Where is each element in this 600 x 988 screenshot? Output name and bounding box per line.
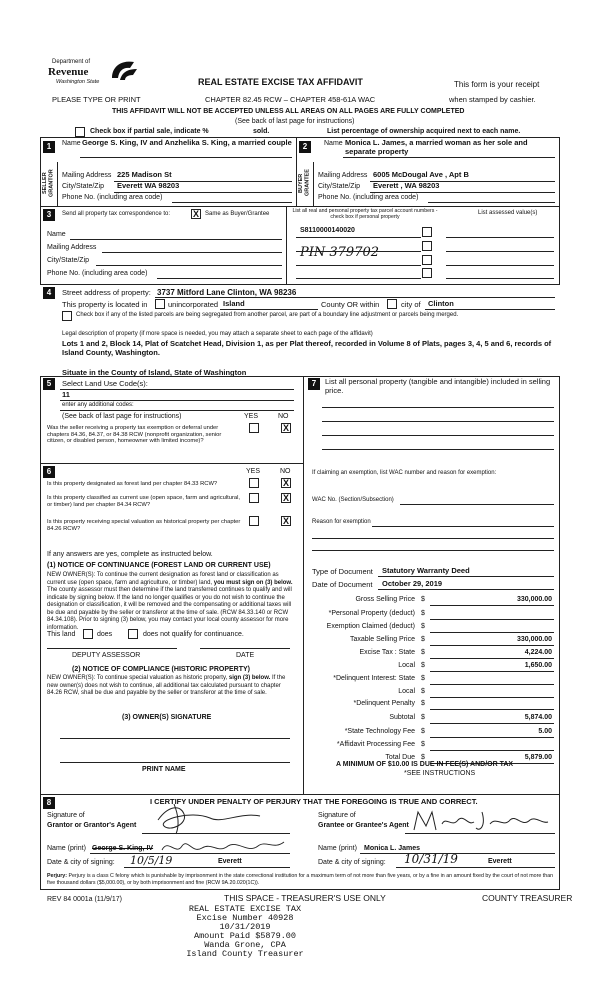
does-label: does bbox=[97, 631, 113, 638]
buyer-name-value[interactable]: Monica L. James, a married woman as her sole and separate property bbox=[345, 138, 528, 156]
grantor-name-label: Name (print) bbox=[47, 845, 86, 852]
treasurer-use-label: THIS SPACE - TREASURER'S USE ONLY bbox=[224, 893, 386, 903]
fee-currency: $ bbox=[421, 754, 425, 761]
fee-currency: $ bbox=[421, 662, 425, 669]
unincorporated-label: unincorporated bbox=[168, 300, 219, 309]
fee-currency: $ bbox=[421, 636, 425, 643]
does-not-checkbox[interactable] bbox=[128, 629, 138, 639]
s5-no-label: NO bbox=[278, 413, 289, 420]
legal-description[interactable]: Lots 1 and 2, Block 14, Plat of Scatchet Head, Division 1, as per Plat thereof, recorded in Volume 8 of Plats, pages 3, 4, 5 and 6, records of Island County, Washington. bbox=[62, 339, 552, 357]
fee-value[interactable]: 5.00 bbox=[538, 728, 552, 735]
does-checkbox[interactable] bbox=[83, 629, 93, 639]
deputy-assessor-label: DEPUTY ASSESSOR bbox=[72, 652, 141, 659]
grantee-date[interactable]: 10/31/19 bbox=[404, 852, 458, 866]
fee-currency: $ bbox=[421, 688, 425, 695]
print-name-label: PRINT NAME bbox=[142, 766, 186, 773]
county-or-within-label: County OR within bbox=[321, 300, 380, 309]
this-land-label: This land bbox=[47, 631, 76, 638]
notice1-body bbox=[47, 572, 297, 632]
buyer-city-label: City/State/Zip bbox=[318, 183, 361, 190]
sold-label: sold. bbox=[253, 128, 270, 135]
see-instructions-note: *SEE INSTRUCTIONS bbox=[404, 770, 476, 777]
s3-city-label: City/State/Zip bbox=[47, 257, 90, 264]
see-back-line: (See back of last page for instructions) bbox=[235, 118, 355, 125]
doc-date-value[interactable]: October 29, 2019 bbox=[382, 579, 443, 588]
s6-q1-yes-checkbox[interactable] bbox=[249, 478, 259, 488]
land-use-label: Select Land Use Code(s): bbox=[62, 379, 148, 388]
perjury-label: Perjury: bbox=[47, 873, 68, 879]
grantee-date-label: Date & city of signing: bbox=[318, 859, 386, 866]
buyer-side-label: BUYER GRANTEE bbox=[298, 169, 311, 197]
notice2-body-b: If the new owner(s) does not wish to continue, all additional tax calculated pursuant to chapter 84.26 RCW, shall be due and payable by the seller or transferor at the time of sale. bbox=[47, 675, 286, 696]
fee-value[interactable]: 4,224.00 bbox=[524, 649, 552, 656]
grantee-name[interactable]: Monica L. James bbox=[364, 845, 421, 852]
s5-see-back: (See back of last page for instructions) bbox=[62, 413, 182, 420]
situate-line: Situate in the County of Island, State of Washington bbox=[62, 368, 247, 377]
grantee-city[interactable]: Everett bbox=[488, 858, 512, 865]
fee-label: Local bbox=[398, 662, 415, 669]
fee-value[interactable]: 5,879.00 bbox=[524, 754, 552, 761]
county-value[interactable]: Island bbox=[223, 299, 245, 308]
street-label: Street address of property: bbox=[62, 288, 151, 297]
stamp-line-3: 10/31/2019 bbox=[219, 921, 271, 932]
s5-no-checkbox[interactable]: X bbox=[282, 423, 289, 433]
fee-label: *Affidavit Processing Fee bbox=[336, 741, 415, 748]
perjury-notice bbox=[47, 873, 559, 887]
fee-value[interactable]: 1,650.00 bbox=[524, 662, 552, 669]
send-correspondence-label: Send all property tax correspondence to: bbox=[62, 211, 171, 217]
fee-value[interactable]: 330,000.00 bbox=[516, 636, 552, 643]
buyer-name-label: Name bbox=[324, 140, 343, 147]
fee-label: *Delinquent Penalty bbox=[353, 700, 415, 707]
s6-q3-no-checkbox[interactable]: X bbox=[282, 516, 289, 526]
seller-phone-label: Phone No. (including area code) bbox=[62, 194, 163, 201]
notice1-bold: you must sign on (3) below. bbox=[213, 579, 293, 586]
grantor-date[interactable]: 10/5/19 bbox=[130, 854, 173, 867]
fee-value[interactable]: 330,000.00 bbox=[516, 596, 552, 603]
personal-property-checkbox-3[interactable] bbox=[422, 255, 432, 265]
section-5-number: 5 bbox=[43, 378, 55, 390]
fee-currency: $ bbox=[421, 714, 425, 721]
s6-q2: Is this property classified as current use (open space, farm and agricultural, or timber) land per chapter 84.34 RCW? bbox=[47, 495, 240, 508]
doc-type-value[interactable]: Statutory Warranty Deed bbox=[382, 566, 470, 575]
section-4-number: 4 bbox=[43, 287, 55, 299]
fee-currency: $ bbox=[421, 700, 425, 707]
certify-statement: I CERTIFY UNDER PENALTY OF PERJURY THAT THE FOREGOING IS TRUE AND CORRECT. bbox=[150, 797, 478, 806]
exemption-wac-label: If claiming an exemption, list WAC number and reason for exemption: bbox=[312, 470, 497, 476]
street-value[interactable]: 3737 Mitford Lane Clinton, WA 98236 bbox=[157, 288, 297, 297]
treasurer-stamp bbox=[160, 905, 330, 959]
partial-sale-label: Check box if partial sale, indicate % bbox=[90, 128, 209, 135]
fee-currency: $ bbox=[421, 596, 425, 603]
city-of-label: city of bbox=[401, 300, 421, 309]
notice2-title: (2) NOTICE OF COMPLIANCE (HISTORIC PROPERTY) bbox=[72, 666, 250, 673]
s3-address-label: Mailing Address bbox=[47, 244, 97, 251]
dept-line1: Department of bbox=[52, 59, 91, 65]
fee-label: Local bbox=[398, 688, 415, 695]
fee-label: Exemption Claimed (deduct) bbox=[326, 623, 415, 630]
perjury-text: Perjury is a class C felony which is punishable by imprisonment in the state correctional institution for a maximum term of not more than five years, or by a fine in an amount fixed by the court of not more than five thousand dollars ($5,000.00), or by both imprisonment and fine (RCW 9A.20.020(1C)). bbox=[47, 873, 554, 886]
same-as-buyer-label: Same as Buyer/Grantee bbox=[205, 211, 270, 217]
grantee-agent-label: Grantee or Grantee's Agent bbox=[318, 822, 409, 829]
notice2-bold: sign (3) below. bbox=[228, 675, 271, 681]
fee-currency: $ bbox=[421, 675, 425, 682]
stamp-line-1: REAL ESTATE EXCISE TAX bbox=[188, 904, 302, 914]
chapter-line: CHAPTER 82.45 RCW – CHAPTER 458-61A WAC bbox=[205, 95, 376, 104]
fee-label: Gross Selling Price bbox=[355, 596, 415, 603]
s6-q1: Is this property designated as forest land per chapter 84.33 RCW? bbox=[47, 481, 218, 487]
fee-label: Total Due bbox=[385, 754, 415, 761]
parcel-header: List all real and personal property tax parcel account numbers - check box if personal property bbox=[292, 208, 438, 220]
personal-property-checkbox-1[interactable] bbox=[422, 227, 432, 237]
stamp-line-4: Amount Paid $5879.00 bbox=[193, 930, 297, 941]
warning-line: THIS AFFIDAVIT WILL NOT BE ACCEPTED UNLESS ALL AREAS ON ALL PAGES ARE FULLY COMPLETED bbox=[112, 108, 465, 115]
seller-name-label: Name bbox=[62, 140, 81, 147]
exemption-reason-label: Reason for exemption bbox=[312, 519, 371, 525]
notice1-body-b: The county assessor must then determine if the land transferred continues to qualify and will indicate by signing below. If the land no longer qualifies or you do not wish to continue the designation or classification, it will be removed and the compensating or additional taxes will be due and payable by the seller or transferor at the time of sale. (RCW 84.33.140 or RCW 84.34.108). Prior to signing (3) below, you may contact your local county assessor for more information. bbox=[47, 587, 292, 631]
grantor-signature[interactable] bbox=[150, 800, 270, 836]
s6-q3: Is this property receiving special valuation as historical property per chapter 84.26 RCW? bbox=[47, 519, 241, 532]
fee-label: *State Technology Fee bbox=[344, 728, 415, 735]
city-value[interactable]: Clinton bbox=[428, 299, 454, 308]
fee-currency: $ bbox=[421, 649, 425, 656]
seller-name-value[interactable]: George S. King, IV and Anzhelika S. King, a married couple bbox=[82, 138, 292, 147]
s6-q2-yes-checkbox[interactable] bbox=[249, 493, 259, 503]
stamped-note: when stamped by cashier. bbox=[449, 95, 536, 104]
parcel-number[interactable]: S8110000140020 bbox=[300, 227, 355, 234]
doc-date-label: Date of Document bbox=[312, 580, 373, 589]
s6-no-label: NO bbox=[280, 468, 291, 475]
fee-value[interactable]: 5,874.00 bbox=[524, 714, 552, 721]
if-any-yes: If any answers are yes, complete as instructed below. bbox=[47, 551, 213, 558]
fee-currency: $ bbox=[421, 623, 425, 630]
partial-sale-checkbox[interactable] bbox=[75, 127, 85, 137]
wac-number-label: WAC No. (Section/Subsection) bbox=[312, 497, 394, 503]
grantor-sig-of: Signature of bbox=[47, 812, 85, 819]
seller-address-label: Mailing Address bbox=[62, 172, 112, 179]
does-not-label: does not qualify for continuance. bbox=[143, 631, 244, 638]
fee-label: Subtotal bbox=[389, 714, 415, 721]
section-6-number: 6 bbox=[43, 466, 55, 478]
additional-codes-label: enter any additional codes: bbox=[62, 402, 134, 408]
assessed-header: List assessed value(s) bbox=[478, 210, 538, 216]
dept-line2: Revenue bbox=[48, 66, 89, 78]
seller-city-label: City/State/Zip bbox=[62, 183, 105, 190]
grantor-agent-label: Grantor or Grantor's Agent bbox=[47, 822, 137, 829]
owner-signature-label: (3) OWNER(S) SIGNATURE bbox=[122, 714, 212, 721]
department-of-revenue-logo bbox=[108, 58, 140, 84]
s6-yes-label: YES bbox=[246, 468, 261, 475]
rev-number: REV 84 0001a (11/9/17) bbox=[47, 896, 122, 903]
please-type: PLEASE TYPE OR PRINT bbox=[52, 95, 141, 104]
minimum-due-note: A MINIMUM OF $10.00 IS DUE IN FEE(S) AND/OR TAX bbox=[336, 761, 514, 768]
s3-name-label: Name bbox=[47, 231, 66, 238]
segregated-checkbox[interactable] bbox=[62, 311, 72, 321]
form-title: REAL ESTATE EXCISE TAX AFFIDAVIT bbox=[198, 77, 363, 87]
segregated-label: Check box if any of the listed parcels are being segregated from another parcel, are part of a boundary line adjustment or parcels being merged. bbox=[76, 312, 459, 318]
fee-label: Excise Tax : State bbox=[359, 649, 415, 656]
s5-yes-checkbox[interactable] bbox=[249, 423, 259, 433]
section-1-number: 1 bbox=[43, 141, 55, 153]
personal-property-checkbox-4[interactable] bbox=[422, 268, 432, 278]
fee-currency: $ bbox=[421, 728, 425, 735]
unincorporated-checkbox[interactable] bbox=[155, 299, 165, 309]
fee-label: *Delinquent Interest: State bbox=[333, 675, 415, 682]
city-checkbox[interactable] bbox=[387, 299, 397, 309]
fee-currency: $ bbox=[421, 610, 425, 617]
grantee-name-label: Name (print) bbox=[318, 845, 357, 852]
land-use-code[interactable]: 11 bbox=[62, 390, 70, 399]
fee-label: *Personal Property (deduct) bbox=[328, 610, 415, 617]
seller-side-label: SELLER GRANTOR bbox=[42, 169, 55, 197]
s6-q1-no-checkbox[interactable]: X bbox=[282, 478, 289, 488]
s5-yes-label: YES bbox=[244, 413, 259, 420]
section-8-number: 8 bbox=[43, 797, 55, 809]
section-3-number: 3 bbox=[43, 209, 55, 221]
county-treasurer-label: COUNTY TREASURER bbox=[482, 893, 573, 903]
handwritten-pin: PIN 379702 bbox=[300, 245, 380, 260]
personal-property-checkbox-2[interactable] bbox=[422, 241, 432, 251]
fee-currency: $ bbox=[421, 741, 425, 748]
buyer-phone-label: Phone No. (including area code) bbox=[318, 194, 419, 201]
seller-city-value[interactable]: Everett WA 98203 bbox=[117, 181, 180, 190]
grantee-signature[interactable] bbox=[410, 808, 550, 834]
notice1-title: (1) NOTICE OF CONTINUANCE (FOREST LAND OR CURRENT USE) bbox=[47, 562, 271, 569]
s6-q2-no-checkbox[interactable]: X bbox=[282, 493, 289, 503]
buyer-address-value[interactable]: 6005 McDougal Ave , Apt B bbox=[373, 170, 469, 179]
stamp-line-2: Excise Number 40928 bbox=[196, 912, 294, 923]
located-label: This property is located in bbox=[62, 300, 148, 309]
section-7-number: 7 bbox=[308, 378, 320, 390]
buyer-city-value[interactable]: Everett , WA 98203 bbox=[373, 181, 440, 190]
deputy-date-label: DATE bbox=[236, 652, 255, 659]
s3-phone-label: Phone No. (including area code) bbox=[47, 270, 148, 277]
personal-property-label: List all personal property (tangible and intangible) included in selling price. bbox=[325, 377, 551, 395]
grantor-printed-signature bbox=[158, 836, 288, 858]
grantor-city[interactable]: Everett bbox=[218, 858, 242, 865]
grantee-sig-of: Signature of bbox=[318, 812, 356, 819]
buyer-address-label: Mailing Address bbox=[318, 172, 368, 179]
s6-q3-yes-checkbox[interactable] bbox=[249, 516, 259, 526]
seller-address-value[interactable]: 225 Madison St bbox=[117, 170, 172, 179]
notice1-body-a: NEW OWNER(S): To continue the current designation as forest land or classification as current use (open space, farm and agriculture, or timber) land, bbox=[47, 572, 279, 586]
stamp-line-5: Wanda Grone, CPA bbox=[204, 939, 286, 950]
notice2-body bbox=[47, 675, 297, 698]
receipt-note: This form is your receipt bbox=[454, 80, 540, 89]
section-2-number: 2 bbox=[299, 141, 311, 153]
notice2-body-a: NEW OWNER(S): To continue special valuation as historic property, bbox=[47, 675, 228, 681]
s5-question: Was the seller receiving a property tax exemption or deferral under chapters 84.36, 84.37, or 84.38 RCW (nonprofit organization, senior citizen, or disabled person, homeowner with limited income)? bbox=[47, 425, 222, 445]
doc-type-label: Type of Document bbox=[312, 567, 373, 576]
dept-line3: Washington State bbox=[56, 79, 100, 85]
same-as-buyer-checkbox[interactable]: X bbox=[192, 209, 199, 219]
grantor-date-label: Date & city of signing: bbox=[47, 859, 115, 866]
stamp-line-6: Island County Treasurer bbox=[186, 948, 304, 959]
grantor-name[interactable]: George S. King, IV bbox=[92, 845, 154, 852]
fee-label: Taxable Selling Price bbox=[350, 636, 415, 643]
ownership-note: List percentage of ownership acquired next to each name. bbox=[327, 128, 521, 135]
legal-label: Legal description of property (if more space is needed, you may attach a separate sheet to each page of the affidavit) bbox=[62, 331, 373, 337]
